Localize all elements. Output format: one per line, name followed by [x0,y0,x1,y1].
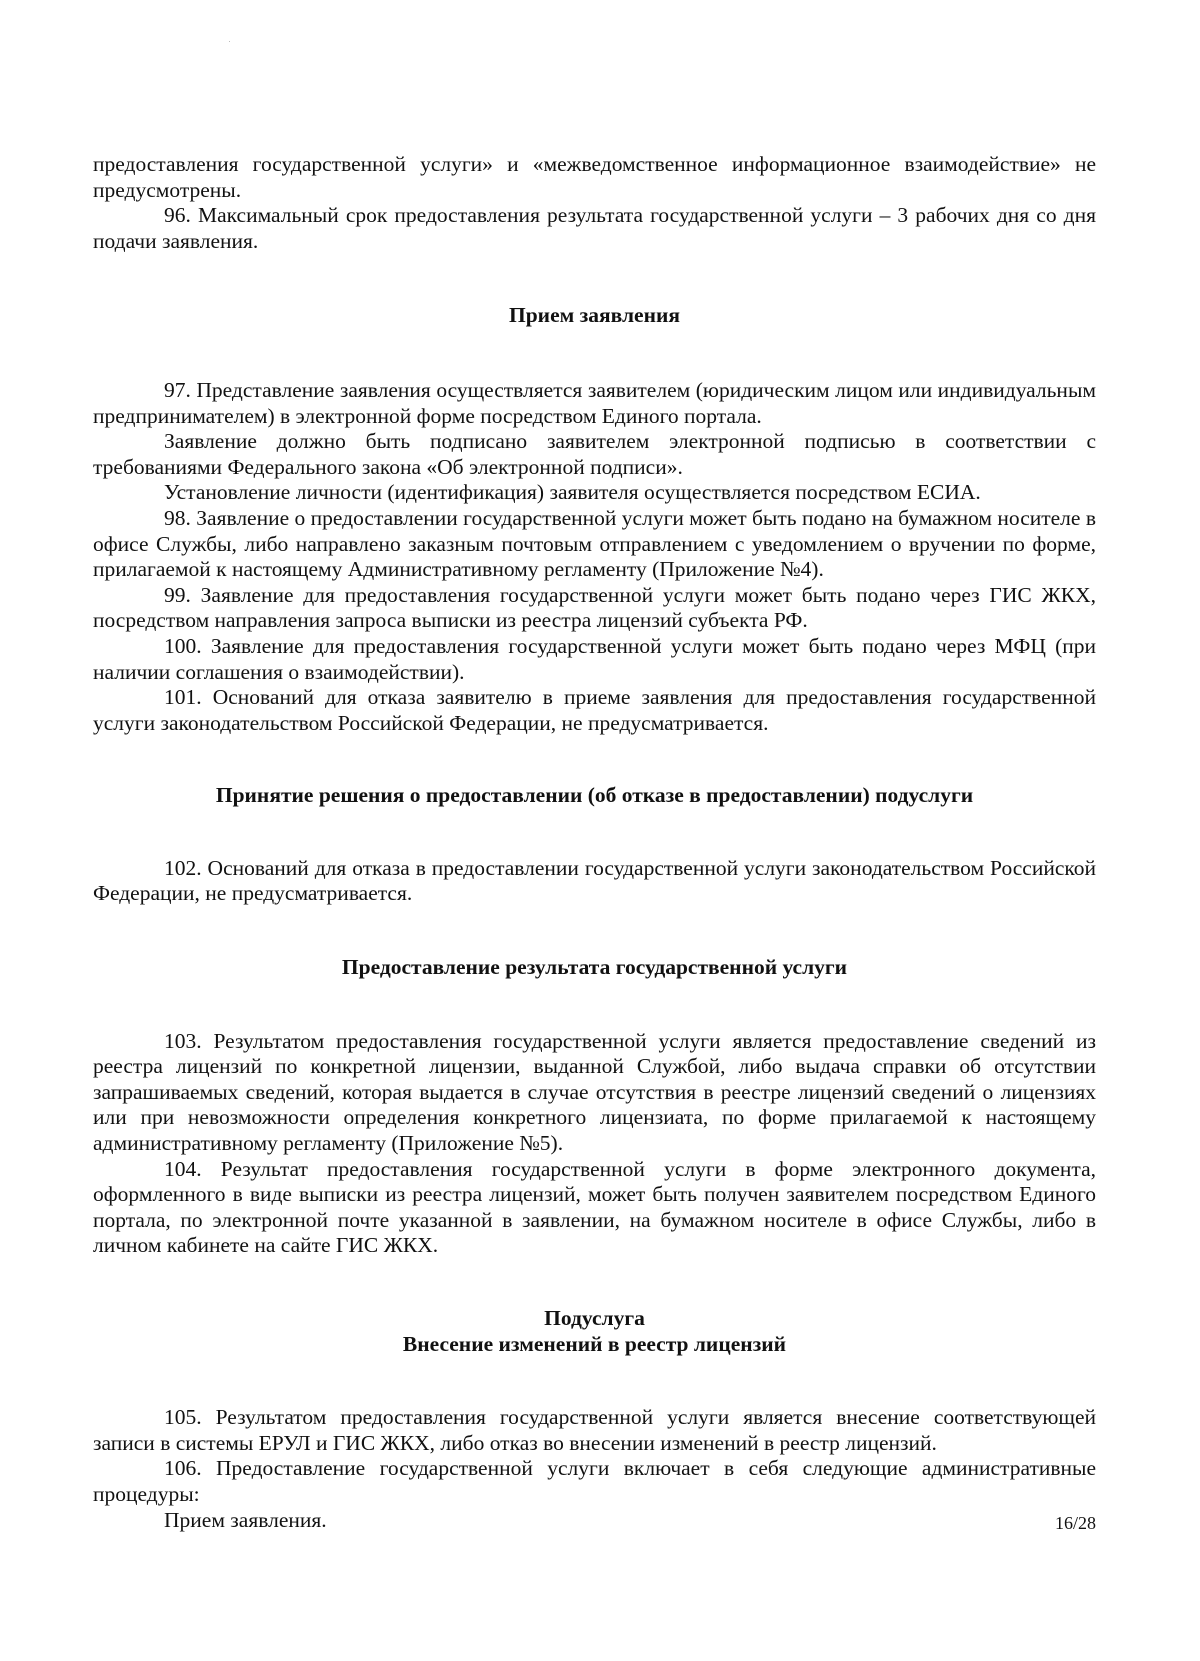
paragraph-105: 105. Результатом предоставления государственной услуги является внесение соответствующей записи в системы ЕРУЛ и ГИС ЖКХ, либо отказ во внесении изменений в реестр лицензий. [93,1405,1096,1455]
paragraph-identification: Установление личности (идентификация) заявителя осуществляется посредством ЕСИА. [164,480,981,505]
paragraph-98: 98. Заявление о предоставлении государственной услуги может быть подано на бумажном носителе в офисе Службы, либо направлено заказным почтовым отправлением с уведомлением о вручении по форме, прилагаемой к настоящему Административному регламенту (Приложение №4). [93,505,1096,582]
paragraph-106: 106. Предоставление государственной услуги включает в себя следующие административные процедуры: [93,1456,1096,1506]
paragraph-100: 100. Заявление для предоставления государственной услуги может быть подано через МФЦ (при наличии соглашения о взаимодействии). [93,633,1096,684]
section-heading-registry-changes: Внесение изменений в реестр лицензий [402,1331,787,1356]
paragraph-103: 103. Результатом предоставления государственной услуги является предоставление сведений из реестра лицензий по конкретной лицензии, выданной Службой, либо выдача справки об отсутствии запрашиваемых сведений, которая выдается в случае отсутствия в реестре лицензий сведений о лицензиях или при невозможности определения конкретного лицензиата, по форме прилагаемой к настоящему административному регламенту (Приложение №5). [93,1028,1096,1156]
paragraph-signature-requirement: Заявление должно быть подписано заявителем электронной подписью в соответствии с требованиями Федерального закона «Об электронной подписи». [93,429,1096,479]
paragraph-96: 96. Максимальный срок предоставления результата государственной услуги – 3 рабочих дня со дня подачи заявления. [93,203,1096,253]
section-heading-decision: Принятие решения о предоставлении (об отказе в предоставлении) подуслуги [215,783,974,808]
section-heading-application-intake: Прием заявления [509,303,680,328]
paragraph-102: 102. Оснований для отказа в предоставлении государственной услуги законодательством Российской Федерации, не предусматривается. [93,855,1096,906]
section-heading-result-provision: Предоставление результата государственной услуги [341,955,848,980]
paragraph-continuation: предоставления государственной услуги» и «межведомственное информационное взаимодействие» не предусмотрены. [93,152,1096,202]
paragraph-97: 97. Представление заявления осуществляется заявителем (юридическим лицом или индивидуальным предпринимателем) в электронной форме посредством Единого портала. [93,377,1096,428]
section-heading-subservice: Подуслуга [544,1306,645,1330]
scan-speck [229,41,230,42]
page-number: 16/28 [1054,1513,1096,1533]
paragraph-99: 99. Заявление для предоставления государственной услуги может быть подано через ГИС ЖКХ, посредством направления запроса выписки из реестра лицензий субъекта РФ. [93,582,1096,633]
paragraph-101: 101. Оснований для отказа заявителю в приеме заявления для предоставления государственной услуги законодательством Российской Федерации, не предусматривается. [93,685,1096,735]
document-body [93,152,1096,1533]
paragraph-procedure-item: Прием заявления. [164,1507,327,1532]
paragraph-104: 104. Результат предоставления государственной услуги в форме электронного документа, оформленного в виде выписки из реестра лицензий, может быть получен заявителем посредством Единого портала, по электронной почте указанной в заявлении, на бумажном носителе в офисе Службы, либо в личном кабинете на сайте ГИС ЖКХ. [93,1156,1096,1258]
